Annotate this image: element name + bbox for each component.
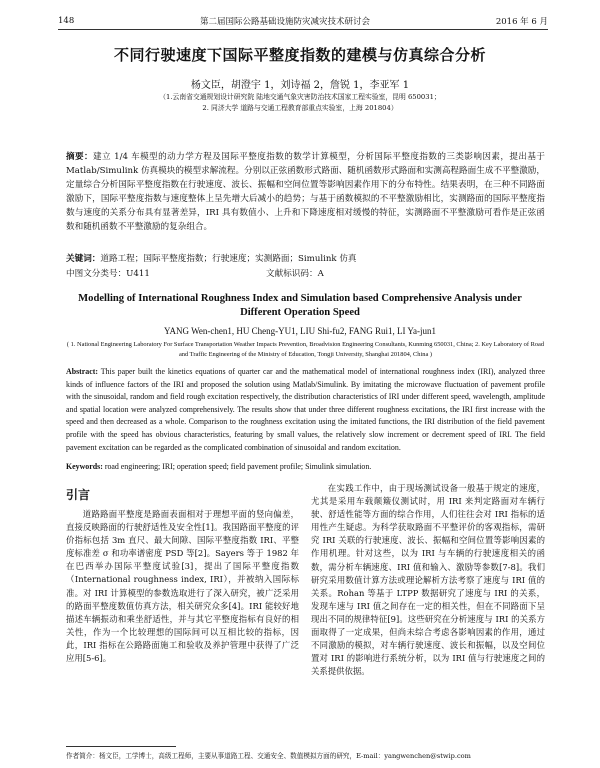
intro-paragraph-right: 在实践工作中，由于现场测试设备一般基于规定的速度，尤其是采用车载颠簸仪测试时，用 IRI 来判定路面对车辆行驶、舒适性能等方面的综合作用，人们往往会对 IRI 指标的适用性产生疑虑。为科学获取路面不平整评价的客观指标，需研究 IRI 关联的行驶速度、波长、振幅和空间位置等影响因素的作用机理。针对这些，以为 IRI 与车辆的行驶速度相关的函数，需分析车辆速度、IRI 值和输入、激励等参数[7-8]。我们研究采用数值计算方法或理论解析方法考察了速度与 IRI 值的关系。Rohan 等基于 LTPP 数据研究了速度与 IRI 的关系，发现车速与 IRI 值之间存在一定的相关性，但在不同路面下呈现出不同的规律特征[9]。这些研究在分析速度与 IRI 的关系方面取得了一定成果，但尚未综合考虑各影响因素的作用，通过不同激励的模拟，对车辆行驶速度、波长和振幅，以及空间位置对 IRI 的影响进行系统分析，以为 IRI 值与行驶速度之间的关系提供依据。 (311, 483, 545, 677)
abstract-cn-label: 摘要： (66, 152, 94, 162)
keywords-en-text: road engineering; IRI; operation speed; field pavement profile; Simulink simulation. (104, 462, 372, 471)
document-code: 文献标识码：A (266, 269, 324, 279)
page-number: 148 (58, 16, 75, 26)
body-column-left (66, 482, 299, 665)
abstract-cn-text: 建立 1/4 车模型的动力学方程及国际平整度指数的数学计算模型，分析国际平整度指数的三类影响因素，提出基于 Matlab/Simulink 仿真模块的模型求解流程。分别以正弦函数形式路面、随机函数形式路面和实测高程路面生成不平整激励，定量综合分析国际平整度指数在行驶速度、波长、振幅和空间位置等影响因素作用下的分布特性。结果表明，在三种不同路面激励下，国际平整度指数与速度整体上呈先增大后减小的趋势；与基于函数模拟的不平整激励相比，实测路面的国际平整度指数与速度的关系分布具有显著差异，IRI 具有数值小、上升和下降速度相对缓慢的特征，实测路面不平整激励可看作是正弦函数和随机函数不平整激励的复杂组合。 (66, 152, 545, 232)
classification-chinese (66, 267, 545, 279)
keywords-cn-label: 关键词： (66, 254, 101, 264)
section-heading-introduction: 引言 (66, 488, 91, 502)
header-date: 2016 年 6 月 (495, 17, 548, 27)
body-column-right (311, 482, 545, 678)
keywords-english (66, 462, 545, 471)
abstract-en-text: This paper built the kinetics equations of quarter car and the mathematical model of international roughness index (IRI), analyzed three kinds of influence factors of the IRI and proposed the solution using Matlab/Simulink. By imitating the microwave fluctuation of pavement profile with the sinusoidal, random and field rough excitation respectively, the distribution characteristics of IRI under different speed, wavelength, amplitude and spatial location were analyzed comprehensively. The results show that under three different roughness excitations, the IRI first increase with the speed and then decreased as a whole. Comparison to the roughness excitation using the imitated functions, the IRI distribution of the field pavement profile with the speed has obvious characteristics, featuring by small values, the relatively slow increment or decrement speed of IRI. The field pavement excitation can be regarded as the complicated combination of sinusoidal and random excitation. (66, 367, 545, 452)
keywords-en-label: Keywords: (66, 462, 103, 471)
keywords-chinese (66, 253, 545, 266)
running-header (58, 14, 548, 28)
intro-paragraph-left: 道路路面平整度是路面表面相对于理想平面的竖向偏差，直接反映路面的行驶舒适性及安全性[1]。我国路面平整度的评价指标包括 3m 直尺、最大间隙、国际平整度指数 IRI、平整度标准差 σ 和功率谱密度 PSD 等[2]。Sayers 等于 1982 年在巴西举办国际平整度试验[3]，提出了国际平整度指数（International roughness index, IRI），并被纳入国际标准。对 IRI 计算模型的参数选取进行了深入研究，被广泛采用的路面平整度数值仿真方法，相关研究众多[4]。IRI 能较好地描述车辆振动和乘坐舒适性，并与其它平整度指标有良好的相关性，作为一个比较理想的国际间可以互相比较的指标，因此，IRI 指标在公路路面施工和验收及养护管理中获得了广泛应用[5-6]。 (66, 509, 299, 664)
keywords-cn-text: 道路工程；国际平整度指数；行驶速度；实测路面；Simulink 仿真 (100, 254, 357, 264)
abstract-english (66, 366, 545, 454)
affiliations-chinese (60, 92, 540, 114)
authors-chinese: 杨文臣，胡澄宇 1，刘诗福 2，詹锐 1，李亚军 1 (190, 80, 410, 91)
abstract-en-label: Abstract: (66, 367, 98, 376)
affiliations-english: ( 1. National Engineering Laboratory For Surface Transportation Weather Impacts Prevention, Broadvision Engineering Consultants, Kunming 650031, China; 2. Key Laboratory of Road and Traffic Engineering of the Ministry of Education, Tongji University, Shanghai 201804, China ) (66, 341, 545, 358)
authors-english: YANG Wen-chen1, HU Cheng-YU1, LIU Shi-fu2, FANG Rui1, LI Ya-jun1 (164, 326, 436, 336)
title-english: Modelling of International Roughness Index and Simulation based Comprehensive Analysis under Different Operation Speed (78, 293, 522, 318)
abstract-chinese (66, 150, 545, 234)
footnote-rule (66, 746, 176, 747)
affiliation-cn-line: 2. 同济大学 道路与交通工程教育部重点实验室，上海 201804） (202, 104, 398, 112)
affiliation-cn-line: （1.云南省交通规划设计研究院 陆地交通气象灾害防治技术国家工程实验室，昆明 650031； (159, 93, 441, 101)
conference-name: 第二届国际公路基础设施防灾减灾技术研讨会 (200, 17, 371, 27)
header-rule (58, 29, 548, 30)
clc-number: 中图文分类号：U411 (66, 269, 150, 279)
title-chinese: 不同行驶速度下国际平整度指数的建模与仿真综合分析 (113, 46, 486, 64)
author-footnote: 作者简介：杨文臣，工学博士，高级工程师，主要从事道路工程、交通安全、数值模拟方面的研究，E-mail：yangwenchen@stwip.com (66, 752, 471, 760)
